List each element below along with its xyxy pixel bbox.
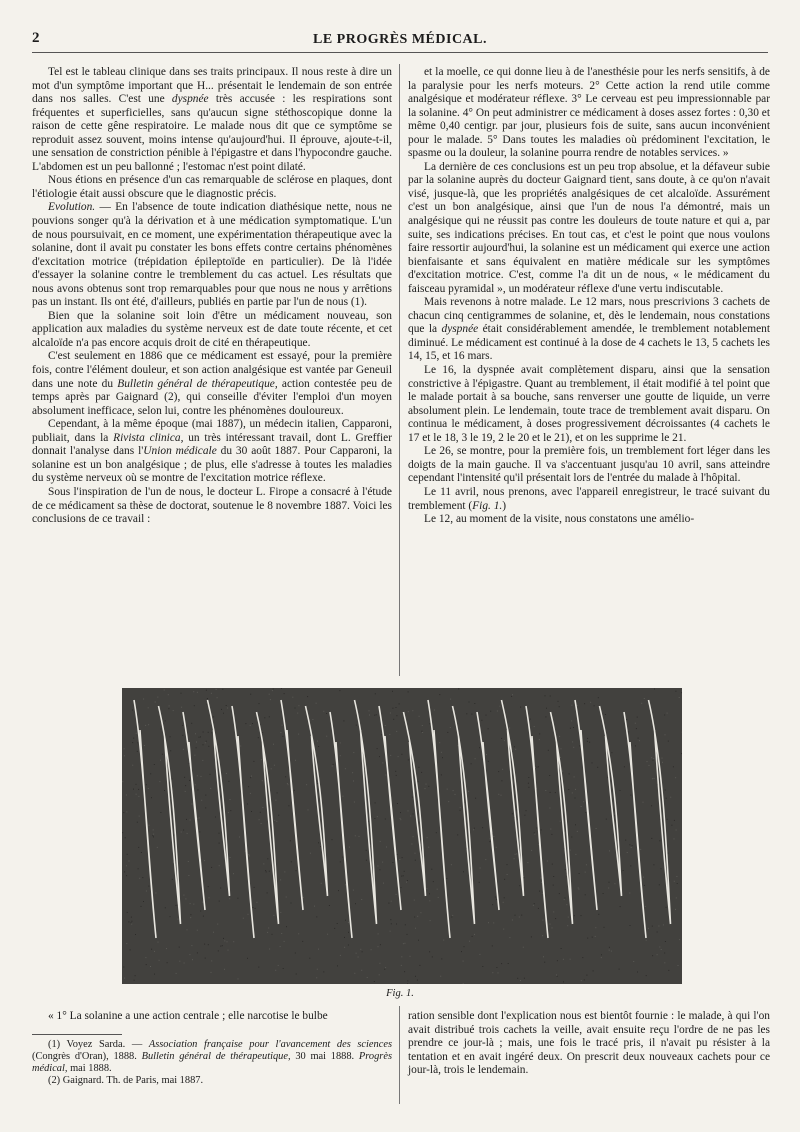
paragraph: Cependant, à la même époque (mai 1887), un médecin italien, Capparoni, publiait, dans la Rivista clinica, un très intéressant travail, dont L. Greffier donnait l'analyse dans l'Union médicale du 30 août 1887. Pour Capparoni, la solanine est un bon analgésique ; de plus, elle s'adresse à toutes les maladies du système nerveux où se montre de l'excitation motrice réflexe. <box>32 418 393 485</box>
paragraph: et la moelle, ce qui donne lieu à de l'anesthésie pour les nerfs sensitifs, à de la paralysie pour les nerfs moteurs. 2° Cette action la rend utile comme analgésique et modérateur réflexe. 3° Le cerveau est peu impressionnable par la solanine. 4° On peut administrer ce médicament à doses assez fortes : 0,30 et même 0,40 centigr. par jour, plusieurs fois de suite, sans aucun inconvénient pour le malade. 5° Dans toutes les maladies où prédominent l'excitation, le spasme ou la douleur, la solanine pourra rendre de notables services. » <box>408 66 770 160</box>
bottom-left-text: « 1° La solanine a une action centrale ; elle narcotise le bulbe <box>48 1010 328 1022</box>
right-column <box>408 66 770 527</box>
journal-title: LE PROGRÈS MÉDICAL. <box>312 32 488 47</box>
figure-caption: Fig. 1. <box>386 988 414 999</box>
bottom-column-divider <box>399 1006 400 1104</box>
column-divider <box>399 64 400 676</box>
left-column <box>32 66 392 527</box>
paragraph: La dernière de ces conclusions est un peu trop absolue, et la défaveur subie par la solanine auprès du docteur Gaignard tient, sans doute, à ce qu'on n'avait visé, jusque-là, que les propriétés analgésiques de cet alcaloïde. Assurément c'est un bon analgésique, ainsi que l'un de nous l'a démontré, mais un analgésique qui ne réussit pas contre les douleurs de toute nature et qui a, par suite, ses indications précises. En tout cas, et c'est le point que nous voulons faire ressortir aujourd'hui, la solanine est un médicament qui exerce une action bienfaisante et sans équivalent en matière médicale sur les symptômes d'excitation motrice. C'est, comme l'a dit un de nous, « le médicament du faisceau pyramidal », un modérateur réflexe d'une vertu indiscutable. <box>408 160 770 295</box>
footnote: (1) Voyez Sarda. — Association française pour l'avancement des sciences (Congrès d'Oran), 1888. Bulletin général de thérapeutique, 30 mai 1888. Progrès médical, mai 1888. <box>32 1038 392 1074</box>
paragraph: C'est seulement en 1886 que ce médicament est essayé, pour la première fois, contre l'élément douleur, et son action analgésique est vantée par Geneuil dans une note du Bulletin général de thérapeutique, action contestée peu de temps après par Gaignard (2), qui conseille d'éviter l'emploi d'un moyen absolument inefficace, selon lui, contre les phénomènes douloureux. <box>32 350 393 417</box>
paragraph: Evolution. — En l'absence de toute indication diathésique nette, nous ne pouvions songer qu'à la dérivation et à une médication symptomatique. L'un de nous poursuivait, en ce moment, une expérimentation thérapeutique avec la solanine, dont il avait pu constater les bons effets contre certains phénomènes d'excitation motrice (trépidation épileptoïde en particulier). De là l'idée d'essayer la solanine contre le tremblement du cas actuel. Les résultats que nous avons obtenus sont trop remarquables pour que nous ne nous y arrêtions pas un instant. Ils ont été, d'ailleurs, publiés en partie par l'un de nous (1). <box>32 201 392 309</box>
tremor-tracing-figure <box>122 688 682 984</box>
page-header <box>32 30 768 53</box>
paragraph: Le 11 avril, nous prenons, avec l'appareil enregistreur, le tracé suivant du tremblement (Fig. 1.) <box>408 485 770 512</box>
paragraph: Le 12, au moment de la visite, nous constatons une amélio- <box>424 513 695 526</box>
paragraph: Mais revenons à notre malade. Le 12 mars, nous prescrivions 3 cachets de chacun cinq centigrammes de solanine, et, dès le lendemain, nous constations que la dyspnée était considérablement amendée, le tremblement notablement diminué. Le médicament est continué à la dose de 4 cachets le 13, 5 cachets les 14, 15, et 16 mars. <box>408 296 770 363</box>
footnotes <box>32 1039 392 1088</box>
paragraph: Le 16, la dyspnée avait complètement disparu, ainsi que la sensation constrictive à l'épigastre. Quant au tremblement, il était modifié à tel point que le malade portait à sa bouche, sans renverser une goutte de liquide, un verre absolument plein. Le lendemain, toute trace de tremblement avait disparu. On continua le médicament, à doses progressivement décroissantes (4 cachets le 17 et le 18, 3 le 19, 2 le 20 et le 21), et on les supprime le 21. <box>408 364 770 444</box>
paragraph: Bien que la solanine soit loin d'être un médicament nouveau, son application aux maladies du système nerveux est de date toute récente, et cet alcaloïde n'a pas encore acquis droit de cité en thérapeutique. <box>32 309 392 349</box>
footnote-rule <box>32 1034 122 1035</box>
paragraph: Sous l'inspiration de l'un de nous, le docteur L. Firope a consacré à l'étude de ce médicament sa thèse de doctorat, soutenue le 8 novembre 1887. Voici les conclusions de ce travail : <box>32 485 392 526</box>
footnote: (2) Gaignard. Th. de Paris, mai 1887. <box>48 1075 204 1087</box>
paragraph: Tel est le tableau clinique dans ses traits principaux. Il nous reste à dire un mot d'un symptôme important que H... présentait le lendemain de son entrée dans nos salles. C'est une dyspnée très accusée : les respirations sont fréquentes et superficielles, sans qu'aucun signe stéthoscopique donne la raison de cette gêne respiratoire. Le malade nous dit que ce symptôme se reproduit assez souvent, moins intense qu'aujourd'hui. Il éprouve, ajoute-t-il, une sensation de constriction pénible à l'épigastre et dans l'hypocondre gauche. L'abdomen est un peu ballonné ; l'estomac n'est point dilaté. <box>32 66 392 173</box>
tremor-tracing-image <box>122 688 682 984</box>
tracing-background <box>122 688 682 984</box>
paragraph: Le 26, se montre, pour la première fois, un tremblement fort léger dans les doigts de la main gauche. Il va s'accentuant jusqu'au 10 avril, sans atteindre cependant l'intensité qu'il présentait lors de l'entrée du malade à l'hôpital. <box>408 445 770 485</box>
page-number: 2 <box>32 30 40 46</box>
bottom-left-block <box>32 1010 392 1087</box>
bottom-right-text: ration sensible dont l'explication nous est bientôt fournie : le malade, à qui l'on avait distribué trois cachets la veille, avait ensuite reçu l'ordre de ne pas les prendre ce jour-là ; mais, une fois le tracé pris, il n'avait pu résister à la tentation et en avait ingéré deux. On prescrit deux nouveaux cachets pour ce jour-là, trois le lendemain. <box>408 1010 770 1077</box>
bottom-right-block <box>408 1010 770 1078</box>
paragraph: Nous étions en présence d'un cas remarquable de sclérose en plaques, dont l'étiologie était aussi obscure que le diagnostic précis. <box>32 174 392 200</box>
